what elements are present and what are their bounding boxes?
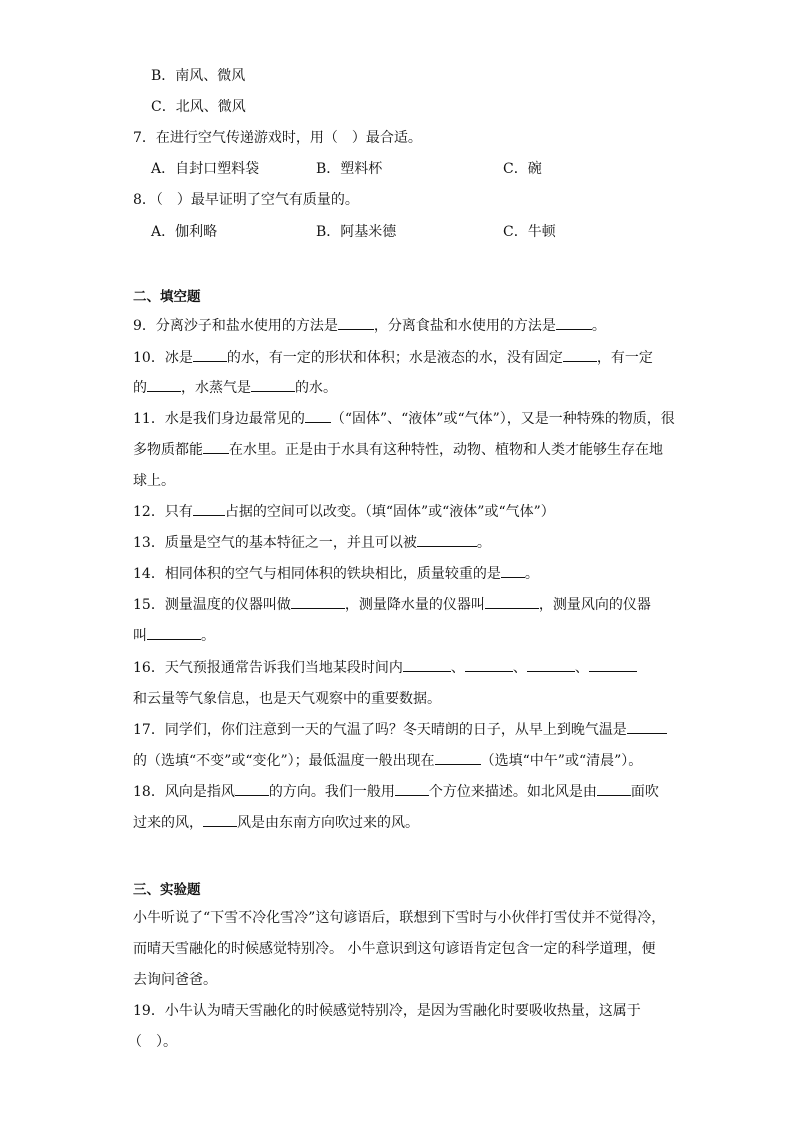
q6-option-b: B．南风、微风: [151, 68, 246, 84]
q18-text-d: 面吹: [630, 784, 659, 800]
q18-line1: [133, 782, 659, 802]
q15-line2: [133, 626, 215, 646]
section-title-fill-in: 二、填空题: [133, 289, 201, 305]
answer-blank[interactable]: [597, 782, 631, 796]
answer-blank[interactable]: [589, 658, 637, 672]
q12-text-a: 12．只有: [133, 504, 193, 520]
answer-blank[interactable]: [403, 658, 451, 672]
q16-sep-2: 、: [512, 660, 527, 676]
q17-line1: [133, 720, 667, 740]
answer-blank[interactable]: [465, 658, 513, 672]
answer-blank[interactable]: [147, 378, 181, 392]
q18-text-f: 风是由东南方向吹过来的风。: [237, 815, 419, 831]
q19-line2: （ ）。: [128, 1034, 177, 1050]
answer-blank[interactable]: [395, 782, 429, 796]
answer-blank[interactable]: [417, 533, 477, 547]
q16-sep-3: 、: [574, 660, 589, 676]
q8-option-c: C．牛顿: [503, 224, 556, 240]
q15-text-c: ，测量风向的仪器: [538, 597, 651, 613]
q10-text-a: 10．冰是: [133, 350, 193, 366]
q10-line1: [133, 348, 653, 368]
q16-line1: [133, 658, 637, 678]
q19-line1: 19．小牛认为晴天雪融化的时候感觉特别冷，是因为雪融化时要吸收热量，这属于: [133, 1003, 641, 1019]
answer-blank[interactable]: [527, 658, 575, 672]
answer-blank[interactable]: [235, 782, 269, 796]
q11-text-c: 多物质都能: [133, 442, 203, 458]
q10-text-b: 的水，有一定的形状和体积；水是液态的水，没有固定: [226, 350, 563, 366]
q7-option-b: B．塑料杯: [316, 161, 383, 177]
q8-option-b: B．阿基米德: [316, 224, 397, 240]
q13-text-b: 。: [476, 535, 491, 551]
answer-blank[interactable]: [305, 409, 331, 423]
answer-blank[interactable]: [485, 595, 539, 609]
q13: [133, 533, 491, 553]
q15-text-b: ，测量降水量的仪器叫: [344, 597, 485, 613]
q15-line1: [133, 595, 651, 615]
answer-blank[interactable]: [203, 813, 237, 827]
q18-text-a: 18．风向是指风: [133, 784, 235, 800]
answer-blank[interactable]: [563, 348, 597, 362]
q6-option-c: C．北风、微风: [151, 99, 246, 115]
passage-line-3: 去询问爸爸。: [133, 972, 217, 988]
q10-text-c: ，有一定: [596, 350, 653, 366]
q17-text-a: 17．同学们，你们注意到一天的气温了吗？冬天晴朗的日子，从早上到晚气温是: [133, 722, 627, 738]
q7-stem: 7．在进行空气传递游戏时，用（ ）最合适。: [133, 130, 422, 146]
answer-blank[interactable]: [338, 316, 374, 330]
answer-blank[interactable]: [193, 502, 225, 516]
q14-text-b: 。: [524, 566, 539, 582]
q9-text-b: ，分离食盐和水使用的方法是: [373, 318, 556, 334]
q9-text-a: 9．分离沙子和盐水使用的方法是: [133, 318, 338, 334]
q7-option-c: C．碗: [503, 161, 542, 177]
passage-line-2: 而晴天雪融化的时候感觉特别冷。 小牛意识到这句谚语肯定包含一定的科学道理，便: [133, 941, 656, 957]
q16-line2: 和云量等气象信息，也是天气观察中的重要数据。: [133, 691, 441, 707]
q11-text-a: 11．水是我们身边最常见的: [133, 411, 305, 427]
q16-sep-1: 、: [450, 660, 465, 676]
q10-text-f: 的水。: [295, 380, 337, 396]
q11-line1: [133, 409, 675, 429]
q8-stem: 8．（ ）最早证明了空气有质量的。: [133, 192, 359, 208]
q17-text-b: 的（选填“不变”或“变化”）；最低温度一般出现在: [133, 753, 435, 769]
q14-text-a: 14．相同体积的空气与相同体积的铁块相比，质量较重的是: [133, 566, 501, 582]
q18-text-b: 的方向。我们一般用: [268, 784, 395, 800]
q15-text-a: 15．测量温度的仪器叫做: [133, 597, 291, 613]
q11-line3: 球上。: [133, 473, 175, 489]
q9: [133, 316, 606, 336]
q11-text-d: 在水里。正是由于水具有这种特性，动物、植物和人类才能够生存在地: [229, 442, 663, 458]
answer-blank[interactable]: [203, 440, 229, 454]
q11-line2: [133, 440, 663, 460]
q17-text-c: （选填“中午”或“清晨”）。: [480, 753, 643, 769]
q11-text-b: （“固体”、“液体”或“气体”），又是一种特殊的物质，很: [330, 411, 675, 427]
q8-option-a: A．伽利略: [151, 224, 218, 240]
q10-text-d: 的: [133, 380, 147, 396]
answer-blank[interactable]: [556, 316, 592, 330]
q12: [133, 502, 555, 522]
answer-blank[interactable]: [291, 595, 345, 609]
answer-blank[interactable]: [627, 720, 667, 734]
q14: [133, 564, 539, 584]
q16-text-a: 16．天气预报通常告诉我们当地某段时间内: [133, 660, 403, 676]
answer-blank[interactable]: [435, 751, 481, 765]
section-title-experiment: 三、实验题: [133, 882, 201, 898]
q18-text-e: 过来的风，: [133, 815, 203, 831]
q18-line2: [133, 813, 419, 833]
q17-line2: [133, 751, 642, 771]
q15-text-d: 叫: [133, 628, 147, 644]
q13-text-a: 13．质量是空气的基本特征之一，并且可以被: [133, 535, 417, 551]
q7-option-a: A．自封口塑料袋: [151, 161, 260, 177]
q18-text-c: 个方位来描述。如北风是由: [428, 784, 597, 800]
q9-text-c: 。: [591, 318, 606, 334]
answer-blank[interactable]: [251, 378, 295, 392]
q15-text-e: 。: [201, 628, 215, 644]
answer-blank[interactable]: [193, 348, 227, 362]
answer-blank[interactable]: [147, 626, 201, 640]
passage-line-1: 小牛听说了“下雪不冷化雪冷”这句谚语后，联想到下雪时与小伙伴打雪仗并不觉得冷，: [133, 910, 666, 926]
q12-text-b: 占据的空间可以改变。（填“固体”或“液体”或“气体”）: [224, 504, 555, 520]
q10-line2: [133, 378, 337, 398]
answer-blank[interactable]: [501, 564, 525, 578]
q10-text-e: ，水蒸气是: [181, 380, 251, 396]
